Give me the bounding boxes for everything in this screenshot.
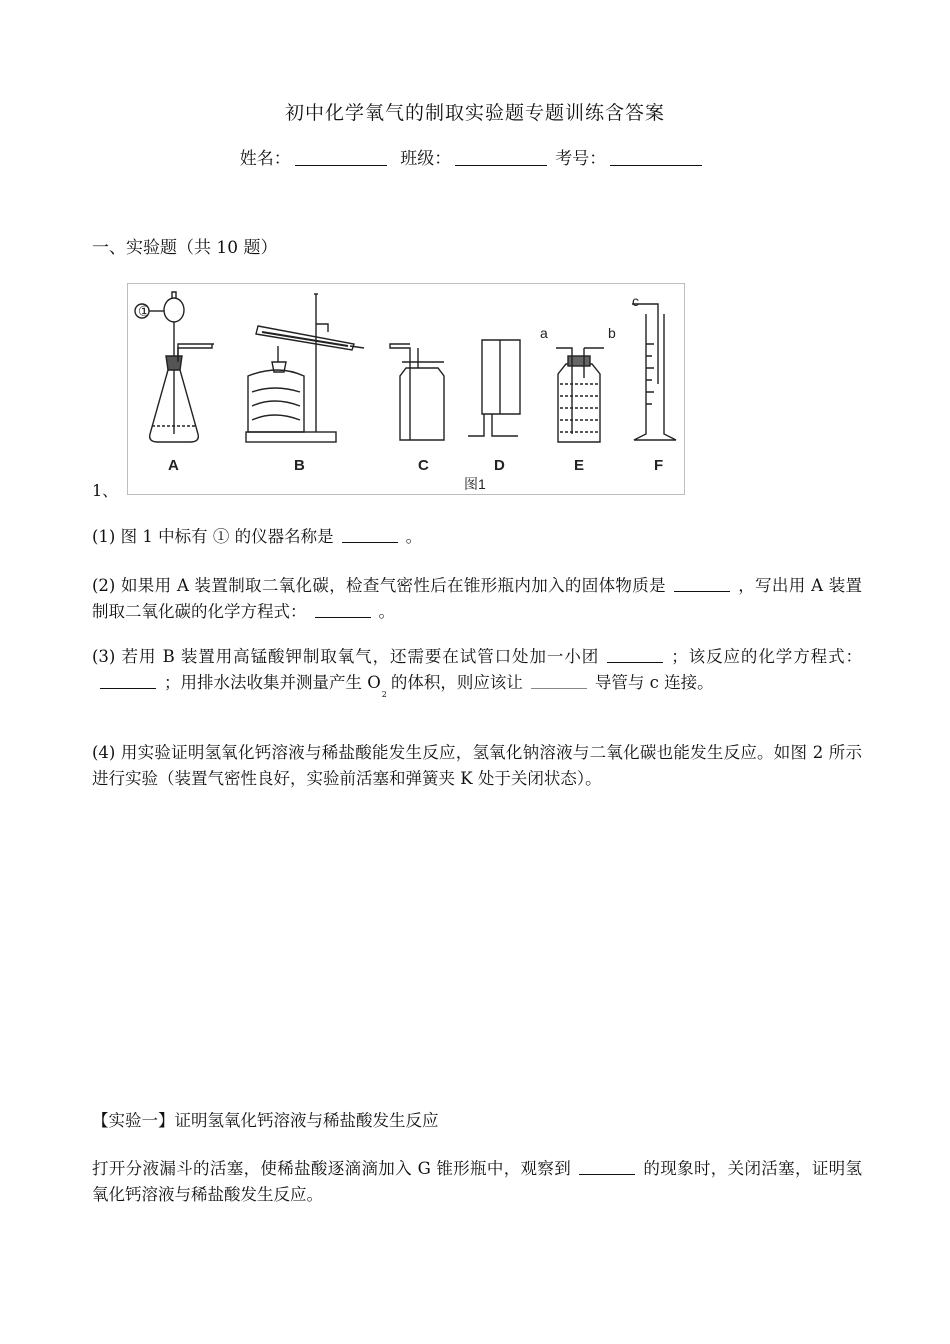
label-b: B [294,457,305,474]
q1-p2c-text: 。 [378,602,395,621]
subquestion-1 [92,524,862,550]
label-a: A [168,457,179,474]
apparatus-figure [127,283,685,495]
subquestion-2 [92,573,862,625]
answer-blank[interactable] [674,575,730,592]
answer-blank[interactable] [342,526,398,543]
o2-subscript: 2 [381,690,387,699]
exp1-text-a: 打开分液漏斗的活塞，使稀盐酸逐滴滴加入 G 锥形瓶中，观察到 [92,1159,572,1178]
circle-label: ① [138,303,151,319]
figure-caption: 图1 [464,476,486,492]
answer-blank[interactable] [607,646,663,663]
q1-p2b-text: ，写出用 A 装置制取二氧化碳的化学方程式： [92,576,862,621]
apparatus-c [390,344,444,440]
q1-p3c-text: ；用排水法收集并测量产生 O [164,673,381,692]
id-blank[interactable] [610,147,702,166]
id-label: 考号： [555,149,607,169]
apparatus-e [556,348,604,442]
label-f: F [654,457,664,474]
q1-p1-end: 。 [405,527,423,546]
name-label: 姓名： [239,149,291,169]
apparatus-d [468,340,520,436]
answer-blank[interactable] [531,672,587,689]
page-title: 初中化学氧气的制取实验题专题训练含答案 [284,102,665,124]
experiment1-text [92,1156,862,1208]
apparatus-b [246,294,364,442]
subquestion-4: (4) 用实验证明氢氧化钙溶液与稀盐酸能发生反应，氢氧化钠溶液与二氧化碳也能发生反应。如图 2 所示进行实验（装置气密性良好，实验前活塞和弹簧夹 K 处于关闭状态）。 [92,743,862,788]
experiment1-heading: 【实验一】证明氢氧化钙溶液与稀盐酸发生反应 [92,1111,439,1130]
exp1-text-b: 的现象时，关闭活塞，证明氢氧化钙溶液与稀盐酸发生反应。 [92,1159,863,1204]
section-heading: 一、实验题（共 10 题） [92,238,278,258]
class-label: 班级： [400,149,452,169]
answer-blank[interactable] [100,672,156,689]
student-info-line [0,144,950,169]
label-e: E [574,457,585,474]
apparatus-a [150,292,216,442]
q1-p2a-text: (2) 如果用 A 装置制取二氧化碳，检查气密性后在锥形瓶内加入的固体物质是 [92,576,666,595]
q1-p1-text: (1) 图 1 中标有 ① 的仪器名称是 [92,527,334,546]
port-b-label: b [608,325,616,341]
port-c-label: c [632,293,639,309]
apparatus-f [632,304,676,440]
class-blank[interactable] [455,147,547,166]
label-c: C [418,457,429,474]
answer-blank[interactable] [579,1158,635,1175]
label-d: D [494,457,505,474]
question-number: 1、 [92,481,119,500]
name-blank[interactable] [295,147,387,166]
q1-p3a-text: (3) 若用 B 装置用高锰酸钾制取氧气，还需要在试管口处加一小团 [92,647,600,666]
q1-p3b-text: ；该反应的化学方程式： [671,647,863,666]
q1-p3e-text: 导管与 c 连接。 [594,673,714,692]
apparatus-diagram [128,284,684,494]
q1-p3d-text: 的体积，则应该让 [390,673,523,692]
answer-blank[interactable] [315,601,371,618]
port-a-label: a [540,325,548,341]
subquestion-3 [92,644,862,708]
